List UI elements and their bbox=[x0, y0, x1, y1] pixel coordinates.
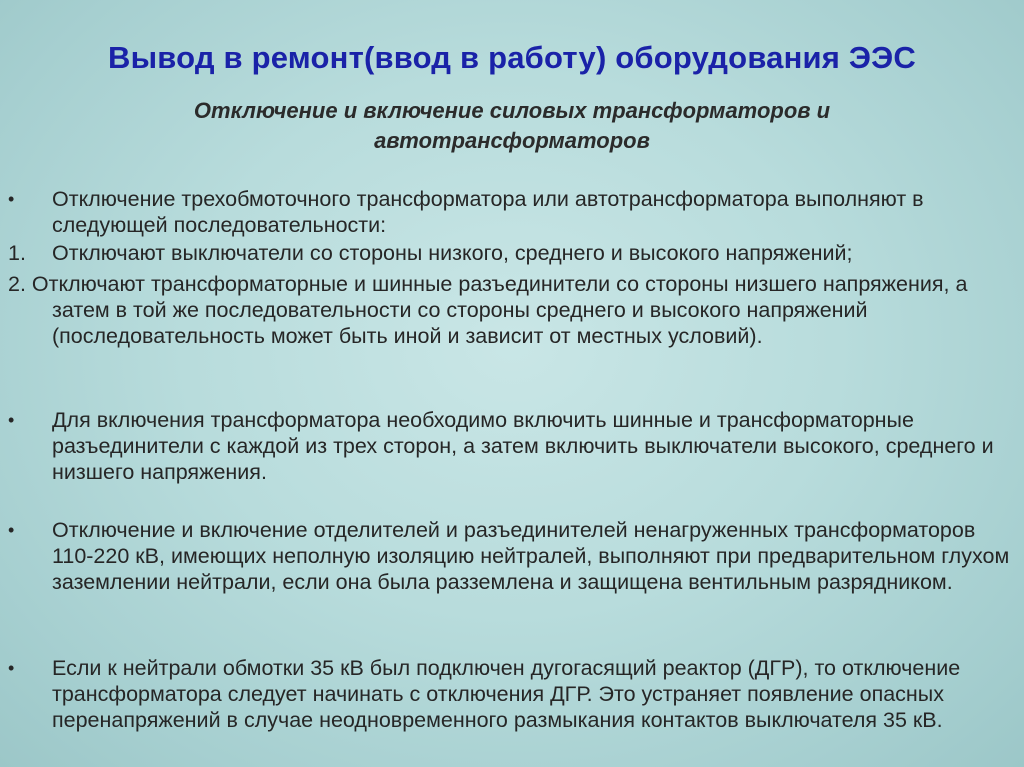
list-item bbox=[8, 271, 998, 349]
list-item-text: Отключение трехобмоточного трансформатора или автотрансформатора выполняют в следующей последовательности: bbox=[52, 187, 924, 237]
number-marker: 1. bbox=[8, 241, 26, 265]
list-item bbox=[8, 186, 1013, 238]
list-item-text: Для включения трансформатора необходимо включить шинные и трансформаторные разъединители с каждой из трех сторон, а затем включить выключатели высокого, среднего и низшего напряжения. bbox=[52, 408, 994, 484]
list-item-text: Если к нейтрали обмотки 35 кВ был подключен дугогасящий реактор (ДГР), то отключение трансформатора следует начинать с отключения ДГР. Это устраняет появление опасных перенапряжений в случае неодновременного размыкания контактов выключателя 35 кВ. bbox=[52, 656, 961, 732]
bullet-marker: • bbox=[8, 410, 15, 430]
list-item bbox=[8, 407, 1013, 485]
list-item-text: Отключение и включение отделителей и разъединителей ненагруженных трансформаторов 110-220 кВ, имеющих неполную изоляцию нейтралей, выполняют при предварительном глухом заземлении нейтрали, если она была разземлена и защищена вентильным разрядником. bbox=[52, 518, 1010, 594]
list-item bbox=[8, 655, 1013, 733]
slide-subtitle: Отключение и включение силовых трансформаторов и автотрансформаторов bbox=[193, 98, 831, 153]
bullet-marker: • bbox=[8, 658, 15, 678]
list-item bbox=[8, 517, 1013, 595]
list-item-text: Отключают выключатели со стороны низкого, среднего и высокого напряжений; bbox=[52, 241, 853, 265]
slide-title: Вывод в ремонт(ввод в работу) оборудования ЭЭС bbox=[108, 40, 916, 75]
list-item bbox=[8, 240, 1013, 266]
bullet-marker: • bbox=[8, 520, 15, 540]
bullet-marker: • bbox=[8, 189, 15, 209]
list-item-text: 2. Отключают трансформаторные и шинные разъединители со стороны низшего напряжения, а затем в той же последовательности со стороны среднего и высокого напряжений (последовательность может быть иной и зависит от местных условий). bbox=[8, 272, 968, 348]
